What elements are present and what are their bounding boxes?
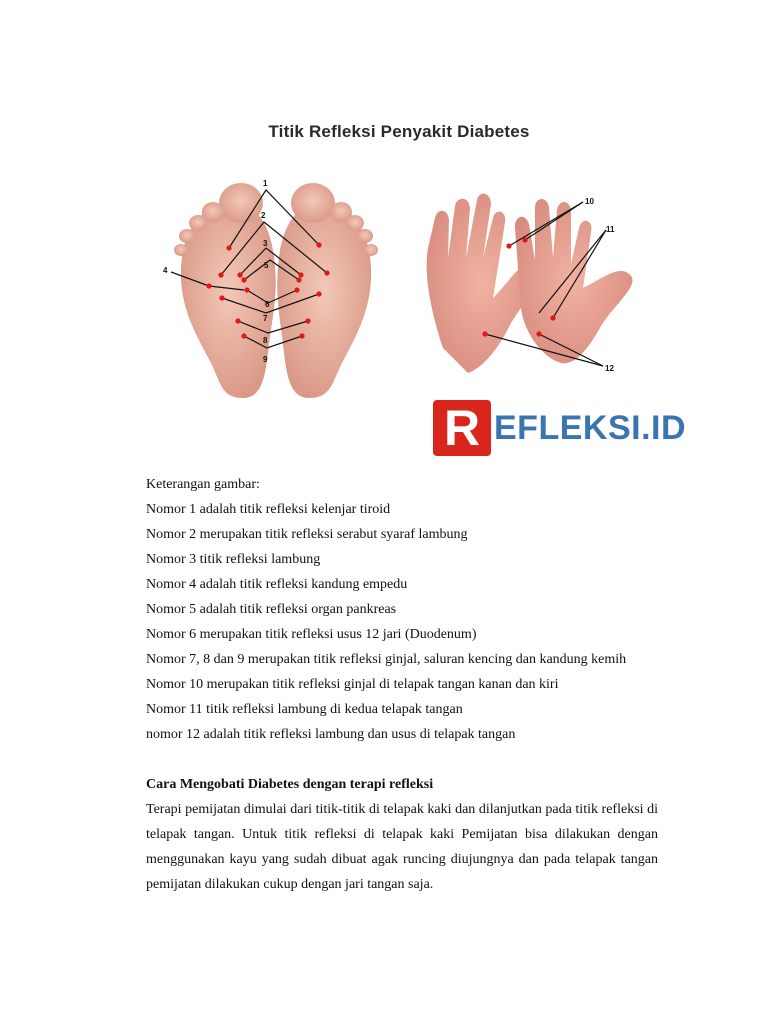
section-paragraph: Terapi pemijatan dimulai dari titik-titik di telapak kaki dan dilanjutkan pada titik refleksi di telapak tangan. Untuk titik refleksi di telapak kaki Pemijatan bisa dilakukan dengan menggunakan kayu yang sudah dibuat agak runcing diujungnya dan pada telapak tangan pemijatan dilakukan cukup dengan jari tangan saja. bbox=[146, 802, 658, 892]
section-heading: Cara Mengobati Diabetes dengan terapi refleksi bbox=[146, 777, 434, 792]
label-11: 11 bbox=[606, 225, 615, 234]
label-8: 8 bbox=[263, 336, 268, 345]
label-9: 9 bbox=[263, 355, 268, 364]
logo-text: EFLEKSI.ID bbox=[494, 408, 687, 447]
legend-item: Nomor 11 titik refleksi lambung di kedua telapak tangan bbox=[146, 702, 463, 717]
legend-item: Nomor 6 merupakan titik refleksi usus 12 jari (Duodenum) bbox=[146, 627, 477, 642]
legend-item: Nomor 7, 8 dan 9 merupakan titik refleksi ginjal, saluran kencing dan kandung kemih bbox=[146, 652, 627, 667]
label-5: 5 bbox=[264, 261, 269, 270]
label-4: 4 bbox=[163, 266, 168, 275]
figure-title: Titik Refleksi Penyakit Diabetes bbox=[268, 122, 530, 141]
label-10: 10 bbox=[585, 197, 594, 206]
refleksi-logo bbox=[433, 398, 686, 458]
legend-item: Nomor 2 merupakan titik refleksi serabut syaraf lambung bbox=[146, 527, 468, 542]
label-2: 2 bbox=[261, 211, 266, 220]
label-3: 3 bbox=[263, 239, 268, 248]
right-foot bbox=[277, 183, 378, 398]
legend-item: Nomor 10 merupakan titik refleksi ginjal di telapak tangan kanan dan kiri bbox=[146, 677, 559, 692]
legend-item: nomor 12 adalah titik refleksi lambung dan usus di telapak tangan bbox=[146, 727, 516, 742]
label-1: 1 bbox=[263, 179, 268, 188]
logo-letter: R bbox=[433, 400, 491, 456]
label-6: 6 bbox=[265, 300, 270, 309]
legend-item: Nomor 5 adalah titik refleksi organ pankreas bbox=[146, 602, 397, 617]
label-12: 12 bbox=[605, 364, 614, 373]
legend-intro: Keterangan gambar: bbox=[146, 477, 260, 492]
legend-item: Nomor 4 adalah titik refleksi kandung empedu bbox=[146, 577, 408, 592]
right-hand bbox=[515, 199, 633, 363]
reflexology-figure bbox=[143, 108, 687, 468]
legend-item: Nomor 1 adalah titik refleksi kelenjar tiroid bbox=[146, 502, 391, 517]
legend-item: Nomor 3 titik refleksi lambung bbox=[146, 552, 321, 567]
label-7: 7 bbox=[263, 314, 268, 323]
document-text bbox=[146, 472, 658, 897]
